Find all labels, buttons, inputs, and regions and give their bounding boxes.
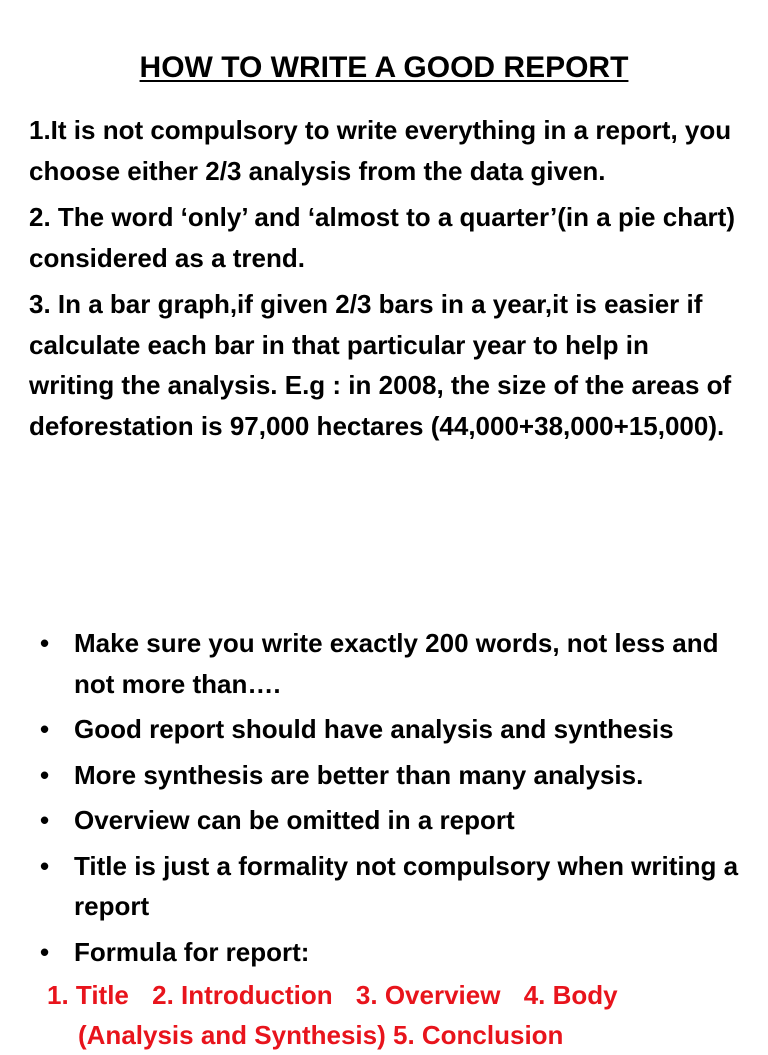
- formula-steps: [47, 975, 634, 1015]
- bullet-item-overview: • Overview can be omitted in a report: [40, 800, 756, 841]
- bullet-item-formula: • Formula for report:: [40, 932, 756, 973]
- point-3: 3. In a bar graph,if given 2/3 bars in a year,it is easier if calculate each bar in that particular year to help in writing the analysis. E.g : in 2008, the size of the areas of deforestation is 97,000 hectares (44,000+38,000+15,000).: [29, 289, 732, 441]
- numbered-points: [29, 110, 741, 452]
- point-2: 2. The word ‘only’ and ‘almost to a quarter’(in a pie chart) considered as a trend.: [29, 202, 735, 273]
- bullet-item-word-count: • Make sure you write exactly 200 words, not less and not more than….: [40, 623, 756, 704]
- point-1: 1.It is not compulsory to write everything in a report, you choose either 2/3 analysis from the data given.: [29, 115, 732, 186]
- bullet-item-more-synthesis: • More synthesis are better than many analysis.: [40, 755, 756, 796]
- bullet-item-title: • Title is just a formality not compulsory when writing a report: [40, 846, 756, 927]
- formula-steps-continuation: (Analysis and Synthesis) 5. Conclusion: [78, 1020, 564, 1050]
- bullet-item-analysis-synthesis: • Good report should have analysis and synthesis: [40, 709, 756, 750]
- formula-step-introduction: 2. Introduction: [152, 980, 333, 1010]
- document-title: HOW TO WRITE A GOOD REPORT: [139, 51, 629, 84]
- formula-step-overview: 3. Overview: [355, 980, 501, 1010]
- formula-step-title: 1. Title: [47, 980, 129, 1010]
- formula-step-body: 4. Body: [523, 980, 618, 1010]
- bullet-list: [40, 623, 756, 977]
